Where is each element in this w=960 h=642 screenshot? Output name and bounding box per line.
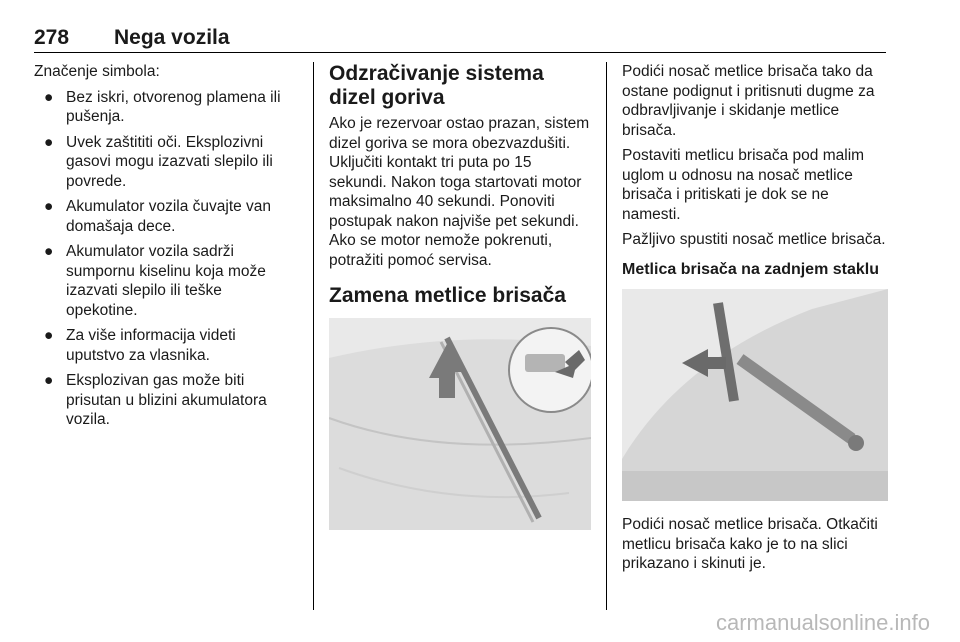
page-number: 278: [34, 26, 70, 49]
heading-rear-wiper: Metlica brisača na zadnjem staklu: [622, 260, 879, 278]
wiper-install-text: Postaviti metlicu brisača pod malim uglom u odnosu na nosač metlice brisača i pritiskati je dok se ne namesti.: [622, 147, 865, 223]
bullet-icon: ●: [44, 198, 54, 215]
bullet-icon: ●: [44, 327, 54, 344]
column-middle: [329, 62, 591, 530]
rear-wiper-text: Podići nosač metlice brisača. Otkačiti metlicu brisača kako je to na slici prikazano i skinuti je.: [622, 516, 878, 572]
bullet-icon: ●: [44, 243, 54, 260]
front-wiper-illustration: [329, 318, 591, 530]
bullet-icon: ●: [44, 133, 54, 151]
column-divider: [313, 62, 314, 610]
list-item: ● Akumulator vozila sadrži sumpornu kiselinu koja može izazvati slepilo ili teške opekotine.: [44, 243, 266, 319]
rear-wiper-illustration: [622, 289, 888, 501]
list-item: ● Uvek zaštititi oči. Eksplozivni gasovi mogu izazvati slepilo ili povrede.: [44, 133, 273, 190]
bullet-icon: ●: [44, 88, 54, 106]
heading-wiper-replacement: Zamena metlice brisača: [329, 284, 566, 307]
list-item: ● Bez iskri, otvorenog plamena ili pušenja.: [44, 88, 281, 125]
wiper-lower-text: Pažljivo spustiti nosač metlice brisača.: [622, 231, 886, 248]
section-title: Nega vozila: [114, 26, 230, 49]
column-divider: [606, 62, 607, 610]
fuel-bleeding-text: Ako je rezervoar ostao prazan, sistem dizel goriva se mora obezvazdušiti. Uključiti kontakt tri puta po 15 sekundi. Nakon toga startovati motor maksimalno 40 sekundi. Ponoviti postupak nakon najviše pet sekundi. Ako se motor nemože pokrenuti, potražiti pomoć servisa.: [329, 115, 590, 269]
watermark: carmanualsonline.info: [715, 610, 930, 635]
column-right: [622, 62, 888, 580]
column-left: [34, 62, 296, 436]
bullet-icon: ●: [44, 372, 54, 389]
list-item: ● Akumulator vozila čuvajte van domašaja dece.: [44, 198, 272, 235]
symbol-list: [34, 88, 296, 430]
wiper-remove-text: Podići nosač metlice brisača tako da ostane podignut i pritisnuti dugme za odbravljivanje i skidanje metlice brisača.: [622, 63, 875, 139]
page-header: [34, 26, 886, 53]
heading-fuel-bleeding: Odzračivanje sistema dizel goriva: [329, 62, 544, 109]
list-item: ● Za više informacija videti uputstvo za vlasnika.: [44, 327, 236, 364]
symbols-intro: Značenje simbola:: [34, 63, 160, 80]
list-item: ● Eksplozivan gas može biti prisutan u blizini akumulatora vozila.: [44, 372, 267, 428]
